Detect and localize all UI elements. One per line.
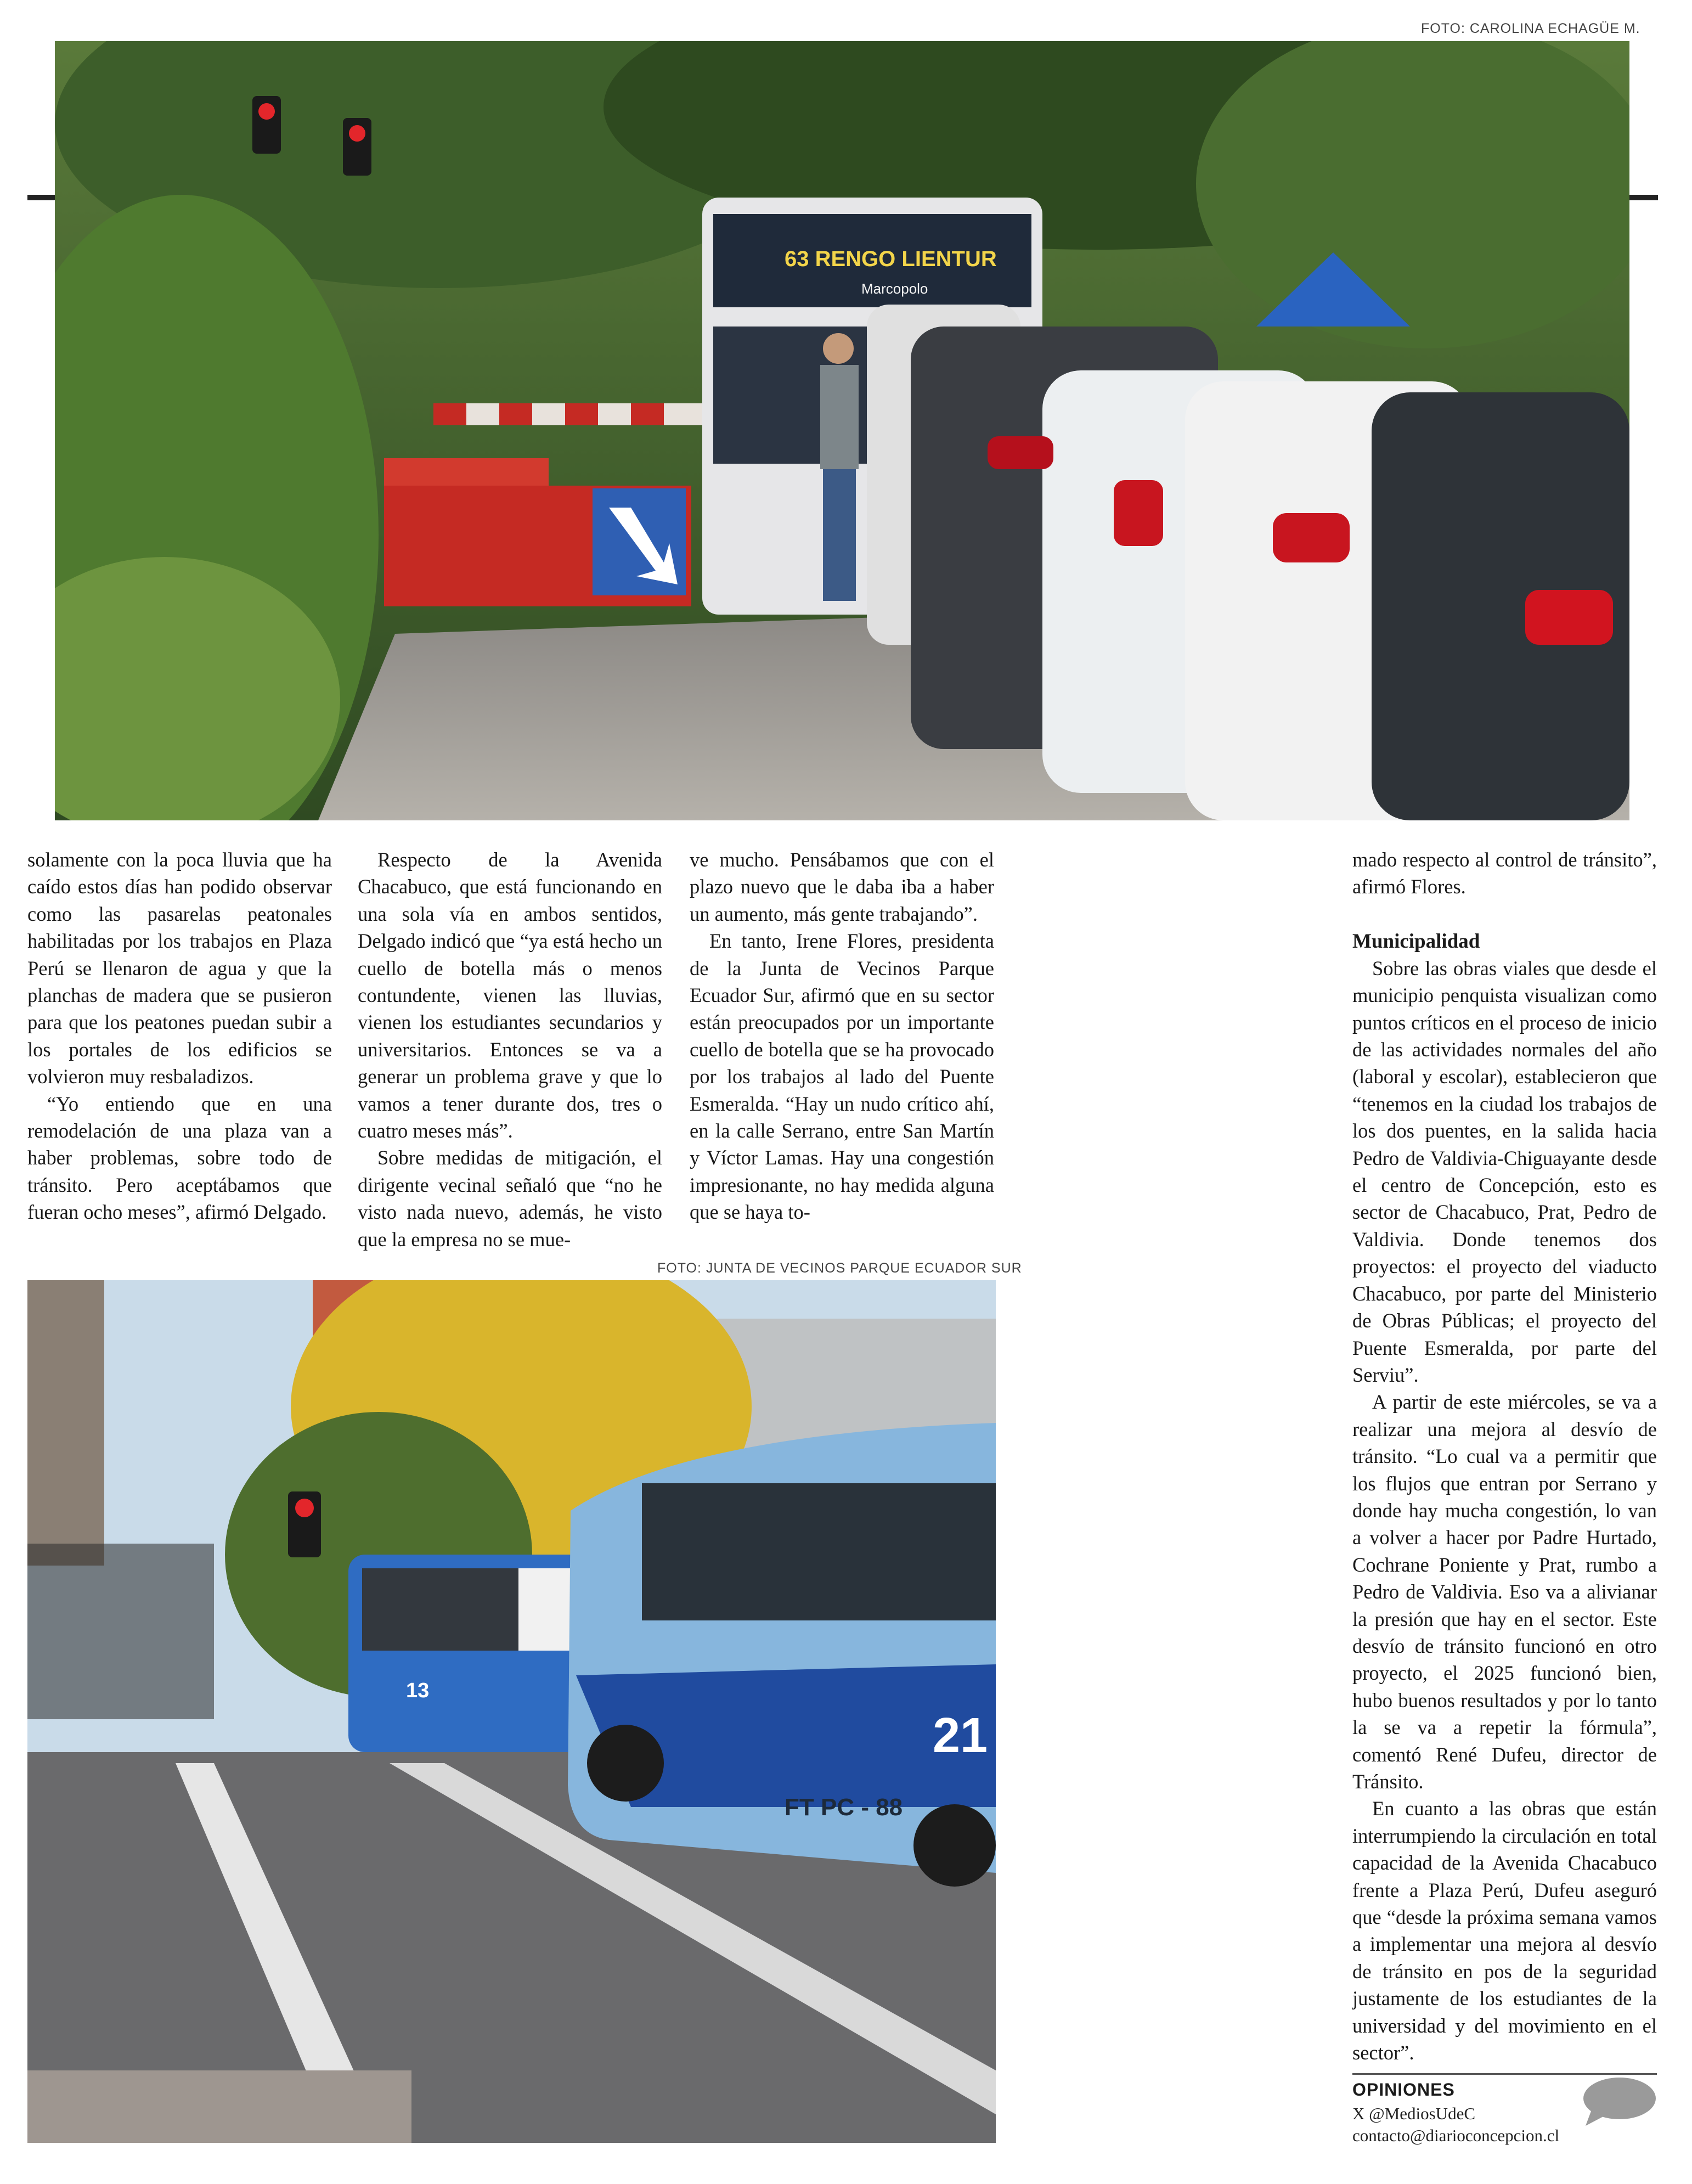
article-column-3 bbox=[690, 846, 994, 1226]
opiniones-twitter-link[interactable]: X @MediosUdeC bbox=[1352, 2104, 1476, 2123]
article-paragraph: En cuanto a las obras que están interrumpiendo la circulación en total capacidad de la Avenida Chacabuco frente a Plaza Perú, Dufeu aseguró que “desde la próxima semana vamos a implementar una mejora al desvío de tránsito en pos de la seguridad justamente de los estudiantes de la universidad y del movimiento en el sector”. bbox=[1352, 1797, 1657, 2064]
article-paragraph: Sobre medidas de mitigación, el dirigente vecinal señaló que “no he visto nada nuevo, además, he visto que la empresa no se mue- bbox=[358, 1146, 662, 1251]
section-heading: Municipalidad bbox=[1352, 930, 1480, 953]
small-bus-route: 13 bbox=[406, 1679, 430, 1702]
speech-bubble-icon bbox=[1580, 2076, 1656, 2127]
section-rule-left bbox=[27, 195, 56, 200]
article-paragraph: A partir de este miércoles, se va a realizar una mejora al desvío de tránsito. “Lo cual va a permitir que los flujos que entran por Serrano y donde hay mucha congestión, lo van a volver a hacer por Padre Hurtado, Cochrane Poniente y Prat, rumbo a Pedro de Valdivia. Eso va a alivianar la presión que hay en el sector. Este desvío de tránsito funcionó en otro proyecto, el 2025 funcionó bien, hubo buenos resultados y por lo tanto la se va a repetir la fórmula”, comentó René Dufeu, director de Tránsito. bbox=[1352, 1391, 1657, 1793]
photo-traffic-chacabuco bbox=[55, 41, 1629, 820]
article-paragraph: mado respecto al control de tránsito”, afirmó Flores. bbox=[1352, 848, 1657, 898]
big-bus-number: 21 bbox=[933, 1708, 988, 1763]
article-paragraph: “Yo entiendo que en una remodelación de una plaza van a haber problemas, sobre todo de tránsito. Pero aceptábamos que fueran ocho meses”, afirmó Delgado. bbox=[27, 1092, 332, 1224]
opiniones-title: OPINIONES bbox=[1352, 2080, 1455, 2099]
article-paragraph: Sobre las obras viales que desde el municipio penquista visualizan como puntos críticos en el proceso de inicio de las actividades normales del año (laboral y escolar), establecieron que “tenemos en la ciudad los trabajos de los dos puentes, en la salida hacia Pedro de Valdivia-Chiguayante desde el centro de Concepción, esto es sector de Chacabuco, Prat, Pedro de Valdivia. Donde tenemos dos proyectos: el proyecto del viaducto Chacabuco, por parte del Ministerio de Obras Públicas; el proyecto del Puente Esmeralda, por parte del Serviu”. bbox=[1352, 956, 1657, 1386]
article-paragraph: Respecto de la Avenida Chacabuco, que está funcionando en una sola vía en ambos sentidos, Delgado indicó que “ya está hecho un cuello de botella más o menos contundente, vienen las lluvias, vienen los estudiantes secundarios y universitarios. Entonces se va a generar un problema grave y que lo vamos a tener durante dos, tres o cuatro meses más”. bbox=[358, 848, 662, 1142]
section-rule-right bbox=[1629, 195, 1658, 200]
article-paragraph: ve mucho. Pensábamos que con el plazo nuevo que le daba iba a haber un aumento, más gente trabajando”. bbox=[690, 848, 994, 925]
opiniones-rule bbox=[1352, 2073, 1657, 2075]
article-paragraph: En tanto, Irene Flores, presidenta de la Junta de Vecinos Parque Ecuador Sur, afirmó que en su sector están preocupados por un importante cuello de botella que se ha provocado por los trabajos al lado del Puente Esmeralda. “Hay un nudo crítico ahí, en la calle Serrano, entre San Martín y Víctor Lamas. Hay una congestión impresionante, no hay medida alguna que se haya to- bbox=[690, 930, 994, 1224]
photo-credit-top: FOTO: CAROLINA ECHAGÜE M. bbox=[1421, 21, 1640, 36]
bus-destination-sign: 63 RENGO LIENTUR bbox=[785, 247, 997, 271]
photo-credit-bottom: FOTO: JUNTA DE VECINOS PARQUE ECUADOR SUR bbox=[657, 1260, 1022, 1276]
article-paragraph: solamente con la poca lluvia que ha caído estos días han podido observar como las pasarelas peatonales habilitadas por los trabajos en Plaza Perú se llenaron de agua y que la planchas de madera que se pusieron para que los peatones puedan subir a los portales de los edificios se volvieron muy resbaladizos. bbox=[27, 848, 332, 1088]
photo-buses-serrano bbox=[27, 1280, 996, 2143]
article-column-4 bbox=[1352, 846, 1657, 2066]
article-column-2 bbox=[358, 846, 662, 1253]
article-column-1 bbox=[27, 846, 332, 1226]
big-bus-plate: FT PC - 88 bbox=[785, 1794, 903, 1821]
bus-brand-label: Marcopolo bbox=[861, 280, 928, 297]
opiniones-email-link[interactable]: contacto@diarioconcepcion.cl bbox=[1352, 2126, 1560, 2145]
